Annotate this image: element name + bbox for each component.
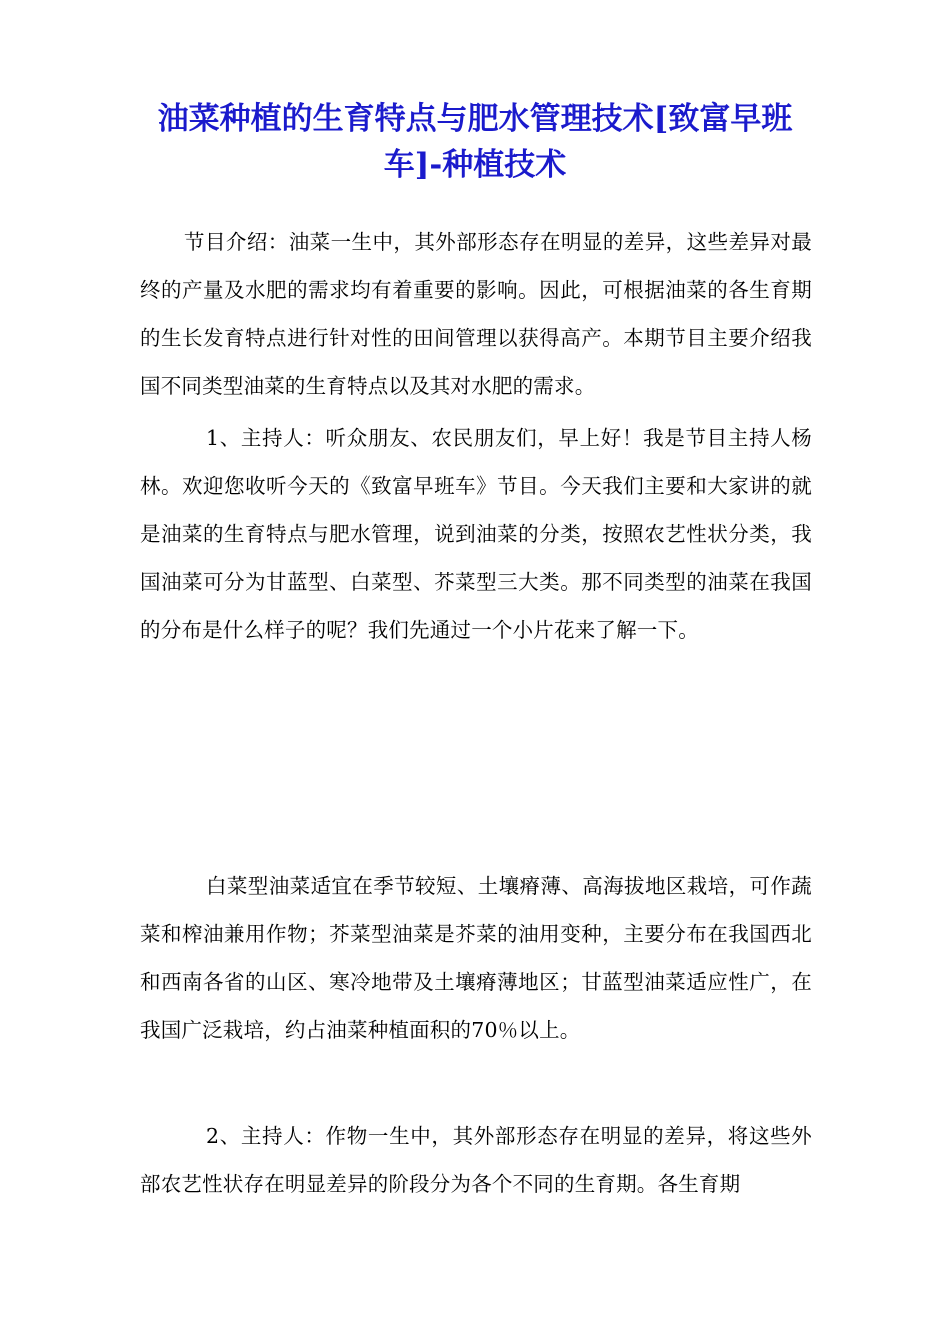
intro-paragraph: 节目介绍：油菜一生中，其外部形态存在明显的差异，这些差异对最终的产量及水肥的需求均有着重要的影响。因此，可根据油菜的各生育期的生长发育特点进行针对性的田间管理以获得高产。本期节目主要介绍我国不同类型油菜的生育特点以及其对水肥的需求。 — [140, 230, 812, 398]
document-title: 油菜种植的生育特点与肥水管理技术[致富早班车]-种植技术 — [157, 101, 793, 183]
host-paragraph-2: 2、主持人：作物一生中，其外部形态存在明显的差异，将这些外部农艺性状存在明显差异的阶段分为各个不同的生育期。各生育期 — [140, 1124, 812, 1196]
rapeseed-types-paragraph: 白菜型油菜适宜在季节较短、土壤瘠薄、高海拔地区栽培，可作蔬菜和榨油兼用作物；芥菜型油菜是芥菜的油用变种，主要分布在我国西北和西南各省的山区、寒冷地带及土壤瘠薄地区；甘蓝型油菜适应性广，在我国广泛栽培，约占油菜种植面积的70％以上。 — [140, 874, 812, 1042]
host-paragraph-1: 1、主持人：听众朋友、农民朋友们，早上好！我是节目主持人杨林。欢迎您收听今天的《致富早班车》节目。今天我们主要和大家讲的就是油菜的生育特点与肥水管理，说到油菜的分类，按照农艺性状分类，我国油菜可分为甘蓝型、白菜型、芥菜型三大类。那不同类型的油菜在我国的分布是什么样子的呢？我们先通过一个小片花来了解一下。 — [140, 426, 812, 642]
